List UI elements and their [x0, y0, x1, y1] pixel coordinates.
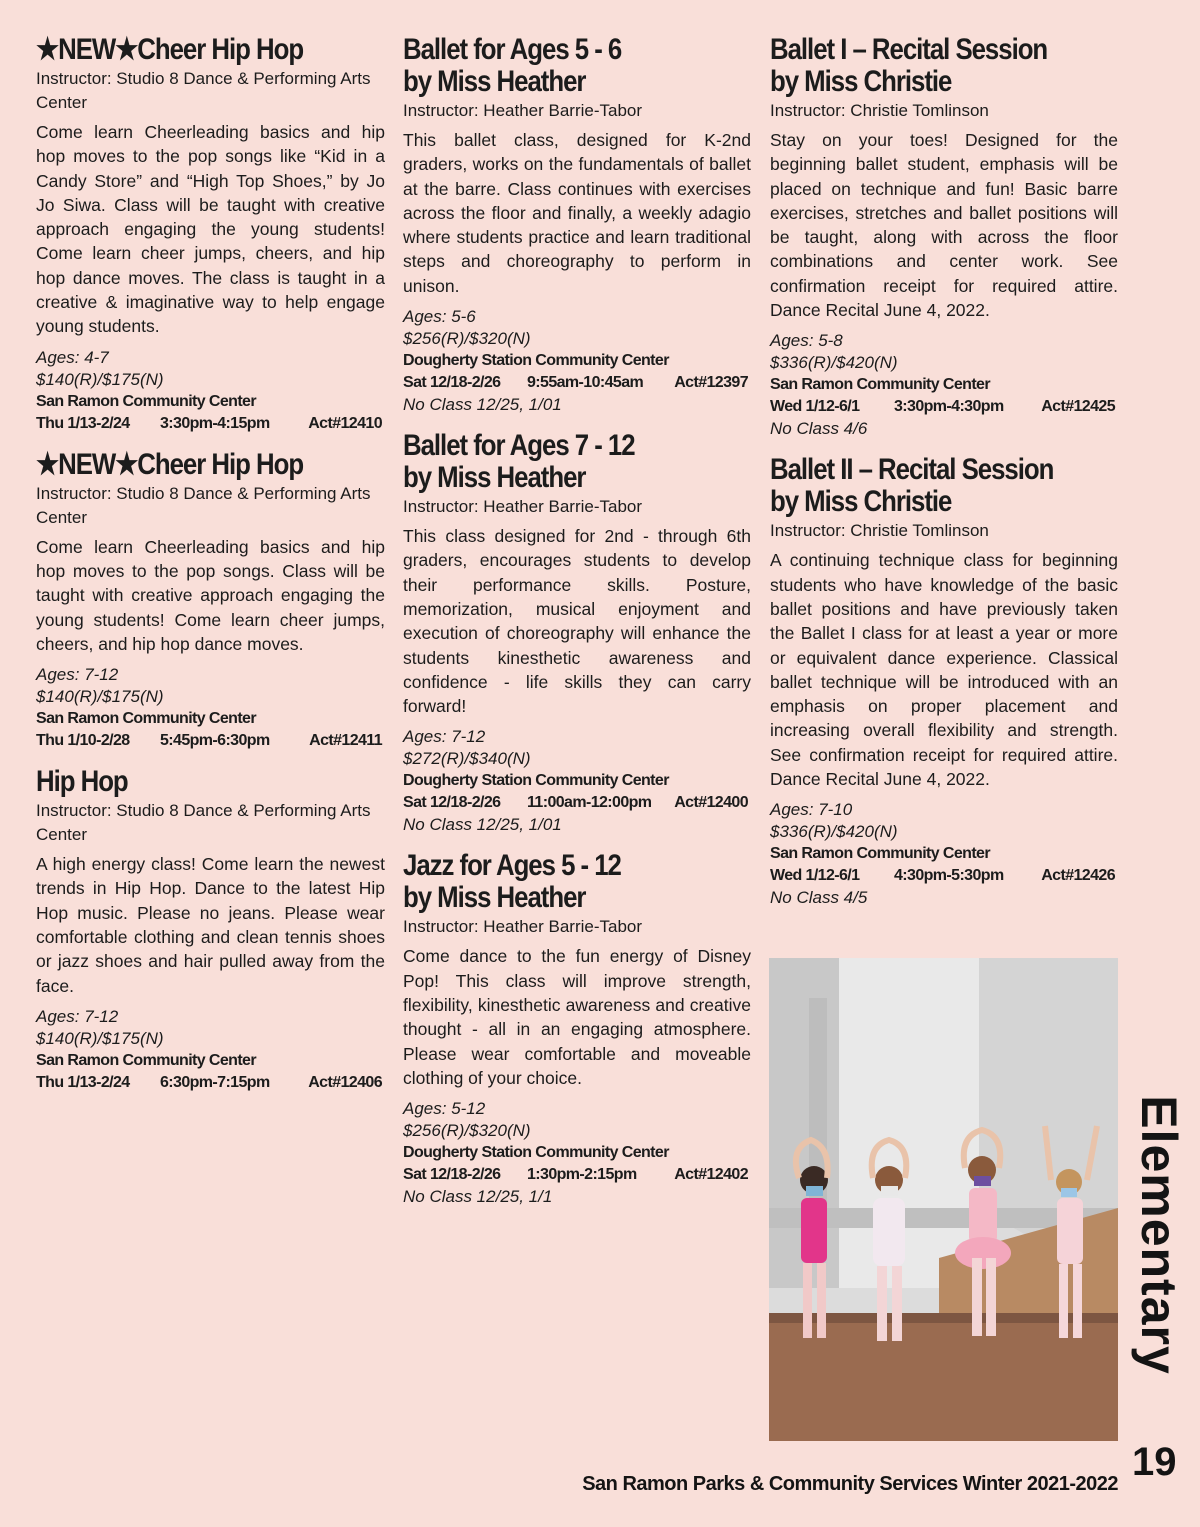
course-price: $256(R)/$320(N)	[403, 329, 531, 349]
course-price: $272(R)/$340(N)	[403, 749, 531, 769]
course-title-line: by Miss Christie	[770, 65, 952, 98]
course-description: This ballet class, designed for K-2nd graders, works on the fundamentals of ballet at the barre. Class continues with exercises across the floor and finally, a weekly adagio where students practice and learn traditional steps and choreography to perform in unison.	[403, 130, 751, 296]
course-activity-number: Act#12426	[1041, 867, 1115, 885]
course-ages: Ages: 5-6	[403, 307, 476, 327]
course-date: Sat 12/18-2/26	[403, 374, 501, 392]
course-title	[770, 34, 1069, 98]
course-description: Come learn Cheerleading basics and hip hop moves to the pop songs like “Kid in a Candy Store” and “High Top Shoes,” by Jo Jo Siwa. Class will be taught with creative approach engaging the young students! Come learn cheer jumps, cheers, and hip hop dance moves. The class is taught in a creative & imaginative way to help engage young students.	[36, 122, 385, 337]
course-location: Dougherty Station Community Center	[403, 352, 669, 370]
course-price: $140(R)/$175(N)	[36, 1028, 164, 1048]
course-price: $140(R)/$175(N)	[36, 369, 164, 389]
page-footer: San Ramon Parks & Community Services Winter 2021-2022	[582, 1473, 1118, 1495]
course-title-line: by Miss Heather	[403, 461, 586, 495]
course-schedule	[770, 865, 1118, 887]
course-date: Thu 1/13-2/24	[36, 414, 130, 432]
course-instructor: Instructor: Studio 8 Dance & Performing Arts Center	[36, 483, 371, 527]
course-time: 9:55am-10:45am	[527, 374, 644, 392]
course-instructor: Instructor: Heather Barrie-Tabor	[403, 497, 643, 517]
course-title-line: Hip Hop	[36, 765, 128, 799]
course-schedule	[36, 730, 385, 752]
course-ages: Ages: 5-8	[770, 331, 843, 351]
course-instructor: Instructor: Studio 8 Dance & Performing Arts Center	[36, 69, 371, 112]
course-location: Dougherty Station Community Center	[403, 1144, 669, 1162]
course-instructor: Instructor: Studio 8 Dance & Performing Arts Center	[36, 801, 371, 845]
course-no-class-dates: No Class 4/6	[770, 419, 868, 439]
course-price: $336(R)/$420(N)	[770, 353, 898, 373]
course-time: 3:30pm-4:30pm	[894, 398, 1004, 416]
course-activity-number: Act#12406	[308, 1073, 382, 1091]
course-ages: Ages: 7-12	[36, 1006, 119, 1026]
course-ages: Ages: 7-12	[36, 665, 119, 685]
course-listing	[403, 34, 751, 416]
course-location: San Ramon Community Center	[36, 1051, 256, 1069]
course-title-line: ★NEW★Cheer Hip Hop	[36, 33, 304, 66]
course-title	[403, 34, 702, 98]
column-left	[36, 34, 385, 1108]
course-time: 11:00am-12:00pm	[527, 794, 652, 812]
course-title-line: by Miss Heather	[403, 881, 586, 915]
course-listing	[403, 850, 751, 1208]
course-price: $336(R)/$420(N)	[770, 822, 898, 842]
course-no-class-dates: No Class 12/25, 1/1	[403, 1187, 553, 1207]
course-no-class-dates: No Class 12/25, 1/01	[403, 815, 562, 835]
course-description: A high energy class! Come learn the newest trends in Hip Hop. Dance to the latest Hip Hop music. Please no jeans. Please wear comfortable clothing and clean tennis shoes or jazz shoes and hair pulled away from the face.	[36, 854, 385, 996]
course-listing	[770, 34, 1118, 440]
course-activity-number: Act#12425	[1041, 398, 1115, 416]
course-title-line: Ballet I – Recital Session	[770, 33, 1048, 66]
course-location: San Ramon Community Center	[770, 376, 990, 394]
course-title	[403, 430, 702, 494]
course-time: 6:30pm-7:15pm	[160, 1073, 270, 1091]
course-description: This class designed for 2nd - through 6th graders, encourages students to develop their performance skills. Posture, memorization, musical enjoyment and execution of choreography will enhance the students kinesthetic awareness and confidence - life skills they can carry forward!	[403, 526, 751, 717]
course-listing	[36, 449, 385, 752]
course-date: Wed 1/12-6/1	[770, 398, 860, 416]
course-title-line: by Miss Heather	[403, 65, 586, 98]
course-title	[403, 850, 702, 914]
course-ages: Ages: 7-10	[770, 800, 853, 820]
course-title-line: by Miss Christie	[770, 485, 952, 519]
course-title	[770, 454, 1069, 518]
course-time: 4:30pm-5:30pm	[894, 867, 1004, 885]
course-ages: Ages: 7-12	[403, 727, 486, 747]
course-instructor: Instructor: Christie Tomlinson	[770, 521, 989, 541]
course-location: San Ramon Community Center	[36, 392, 256, 410]
course-price: $256(R)/$320(N)	[403, 1121, 531, 1141]
course-ages: Ages: 4-7	[36, 347, 109, 367]
course-description: Come dance to the fun energy of Disney Pop! This class will improve strength, flexibility, kinesthetic awareness and creative thought - all in an engaging atmosphere. Please wear comfortable and moveable clothing of your choice.	[403, 946, 751, 1088]
course-date: Wed 1/12-6/1	[770, 867, 860, 885]
course-date: Sat 12/18-2/26	[403, 1166, 501, 1184]
course-location: San Ramon Community Center	[770, 845, 990, 863]
course-no-class-dates: No Class 12/25, 1/01	[403, 395, 562, 415]
column-right	[770, 34, 1118, 923]
course-price: $140(R)/$175(N)	[36, 687, 164, 707]
course-title	[36, 449, 336, 481]
course-activity-number: Act#12402	[674, 1166, 748, 1184]
ballet-students-photo	[769, 958, 1118, 1441]
course-date: Thu 1/13-2/24	[36, 1073, 130, 1091]
course-time: 5:45pm-6:30pm	[160, 732, 270, 750]
course-schedule	[36, 413, 385, 435]
course-location: San Ramon Community Center	[36, 710, 256, 728]
ballet-students-illustration	[769, 958, 1118, 1441]
course-listing	[36, 34, 385, 435]
course-instructor: Instructor: Heather Barrie-Tabor	[403, 917, 643, 937]
course-date: Sat 12/18-2/26	[403, 794, 501, 812]
course-title	[36, 766, 336, 798]
course-title-line: ★NEW★Cheer Hip Hop	[36, 447, 304, 481]
course-no-class-dates: No Class 4/5	[770, 888, 868, 908]
course-activity-number: Act#12411	[309, 732, 382, 750]
section-side-label	[1129, 1095, 1189, 1375]
course-schedule	[403, 792, 751, 814]
course-title	[36, 34, 336, 66]
column-middle	[403, 34, 751, 1222]
course-title-line: Ballet for Ages 7 - 12	[403, 429, 635, 463]
course-schedule	[770, 396, 1118, 418]
course-location: Dougherty Station Community Center	[403, 772, 669, 790]
course-ages: Ages: 5-12	[403, 1099, 486, 1119]
course-description: A continuing technique class for beginning students who have knowledge of the basic ballet positions and have previously taken the Ballet I class for at least a year or more or equivalent dance experience. Classical ballet technique will be introduced with an emphasis on proper placement and increasing overall flexibility and strength. See confirmation receipt for required attire. Dance Recital June 4, 2022.	[770, 550, 1118, 790]
course-title-line: Ballet for Ages 5 - 6	[403, 33, 622, 66]
course-listing	[770, 454, 1118, 909]
course-activity-number: Act#12400	[674, 794, 748, 812]
course-date: Thu 1/10-2/28	[36, 732, 130, 750]
course-title-line: Jazz for Ages 5 - 12	[403, 849, 621, 883]
course-schedule	[403, 1164, 751, 1186]
course-listing	[36, 766, 385, 1094]
course-schedule	[403, 372, 751, 394]
course-title-line: Ballet II – Recital Session	[770, 453, 1054, 487]
course-activity-number: Act#12397	[674, 374, 748, 392]
course-activity-number: Act#12410	[308, 414, 382, 432]
course-schedule	[36, 1072, 385, 1094]
page-number: 19	[1132, 1440, 1177, 1484]
course-listing	[403, 430, 751, 836]
course-instructor: Instructor: Christie Tomlinson	[770, 101, 989, 120]
section-label-text: Elementary	[1131, 1095, 1187, 1375]
course-instructor: Instructor: Heather Barrie-Tabor	[403, 101, 643, 120]
course-description: Stay on your toes! Designed for the beginning ballet student, emphasis will be placed on technique and fun! Basic barre exercises, stretches and ballet positions will be taught, along with across the floor combinations and center work. See confirmation receipt for required attire. Dance Recital June 4, 2022.	[770, 130, 1118, 321]
course-description: Come learn Cheerleading basics and hip hop moves to the pop songs. Class will be taught with creative approach engaging the young students! Come learn cheer jumps, cheers, and hip hop dance moves.	[36, 536, 385, 654]
course-time: 1:30pm-2:15pm	[527, 1166, 637, 1184]
course-time: 3:30pm-4:15pm	[160, 414, 270, 432]
